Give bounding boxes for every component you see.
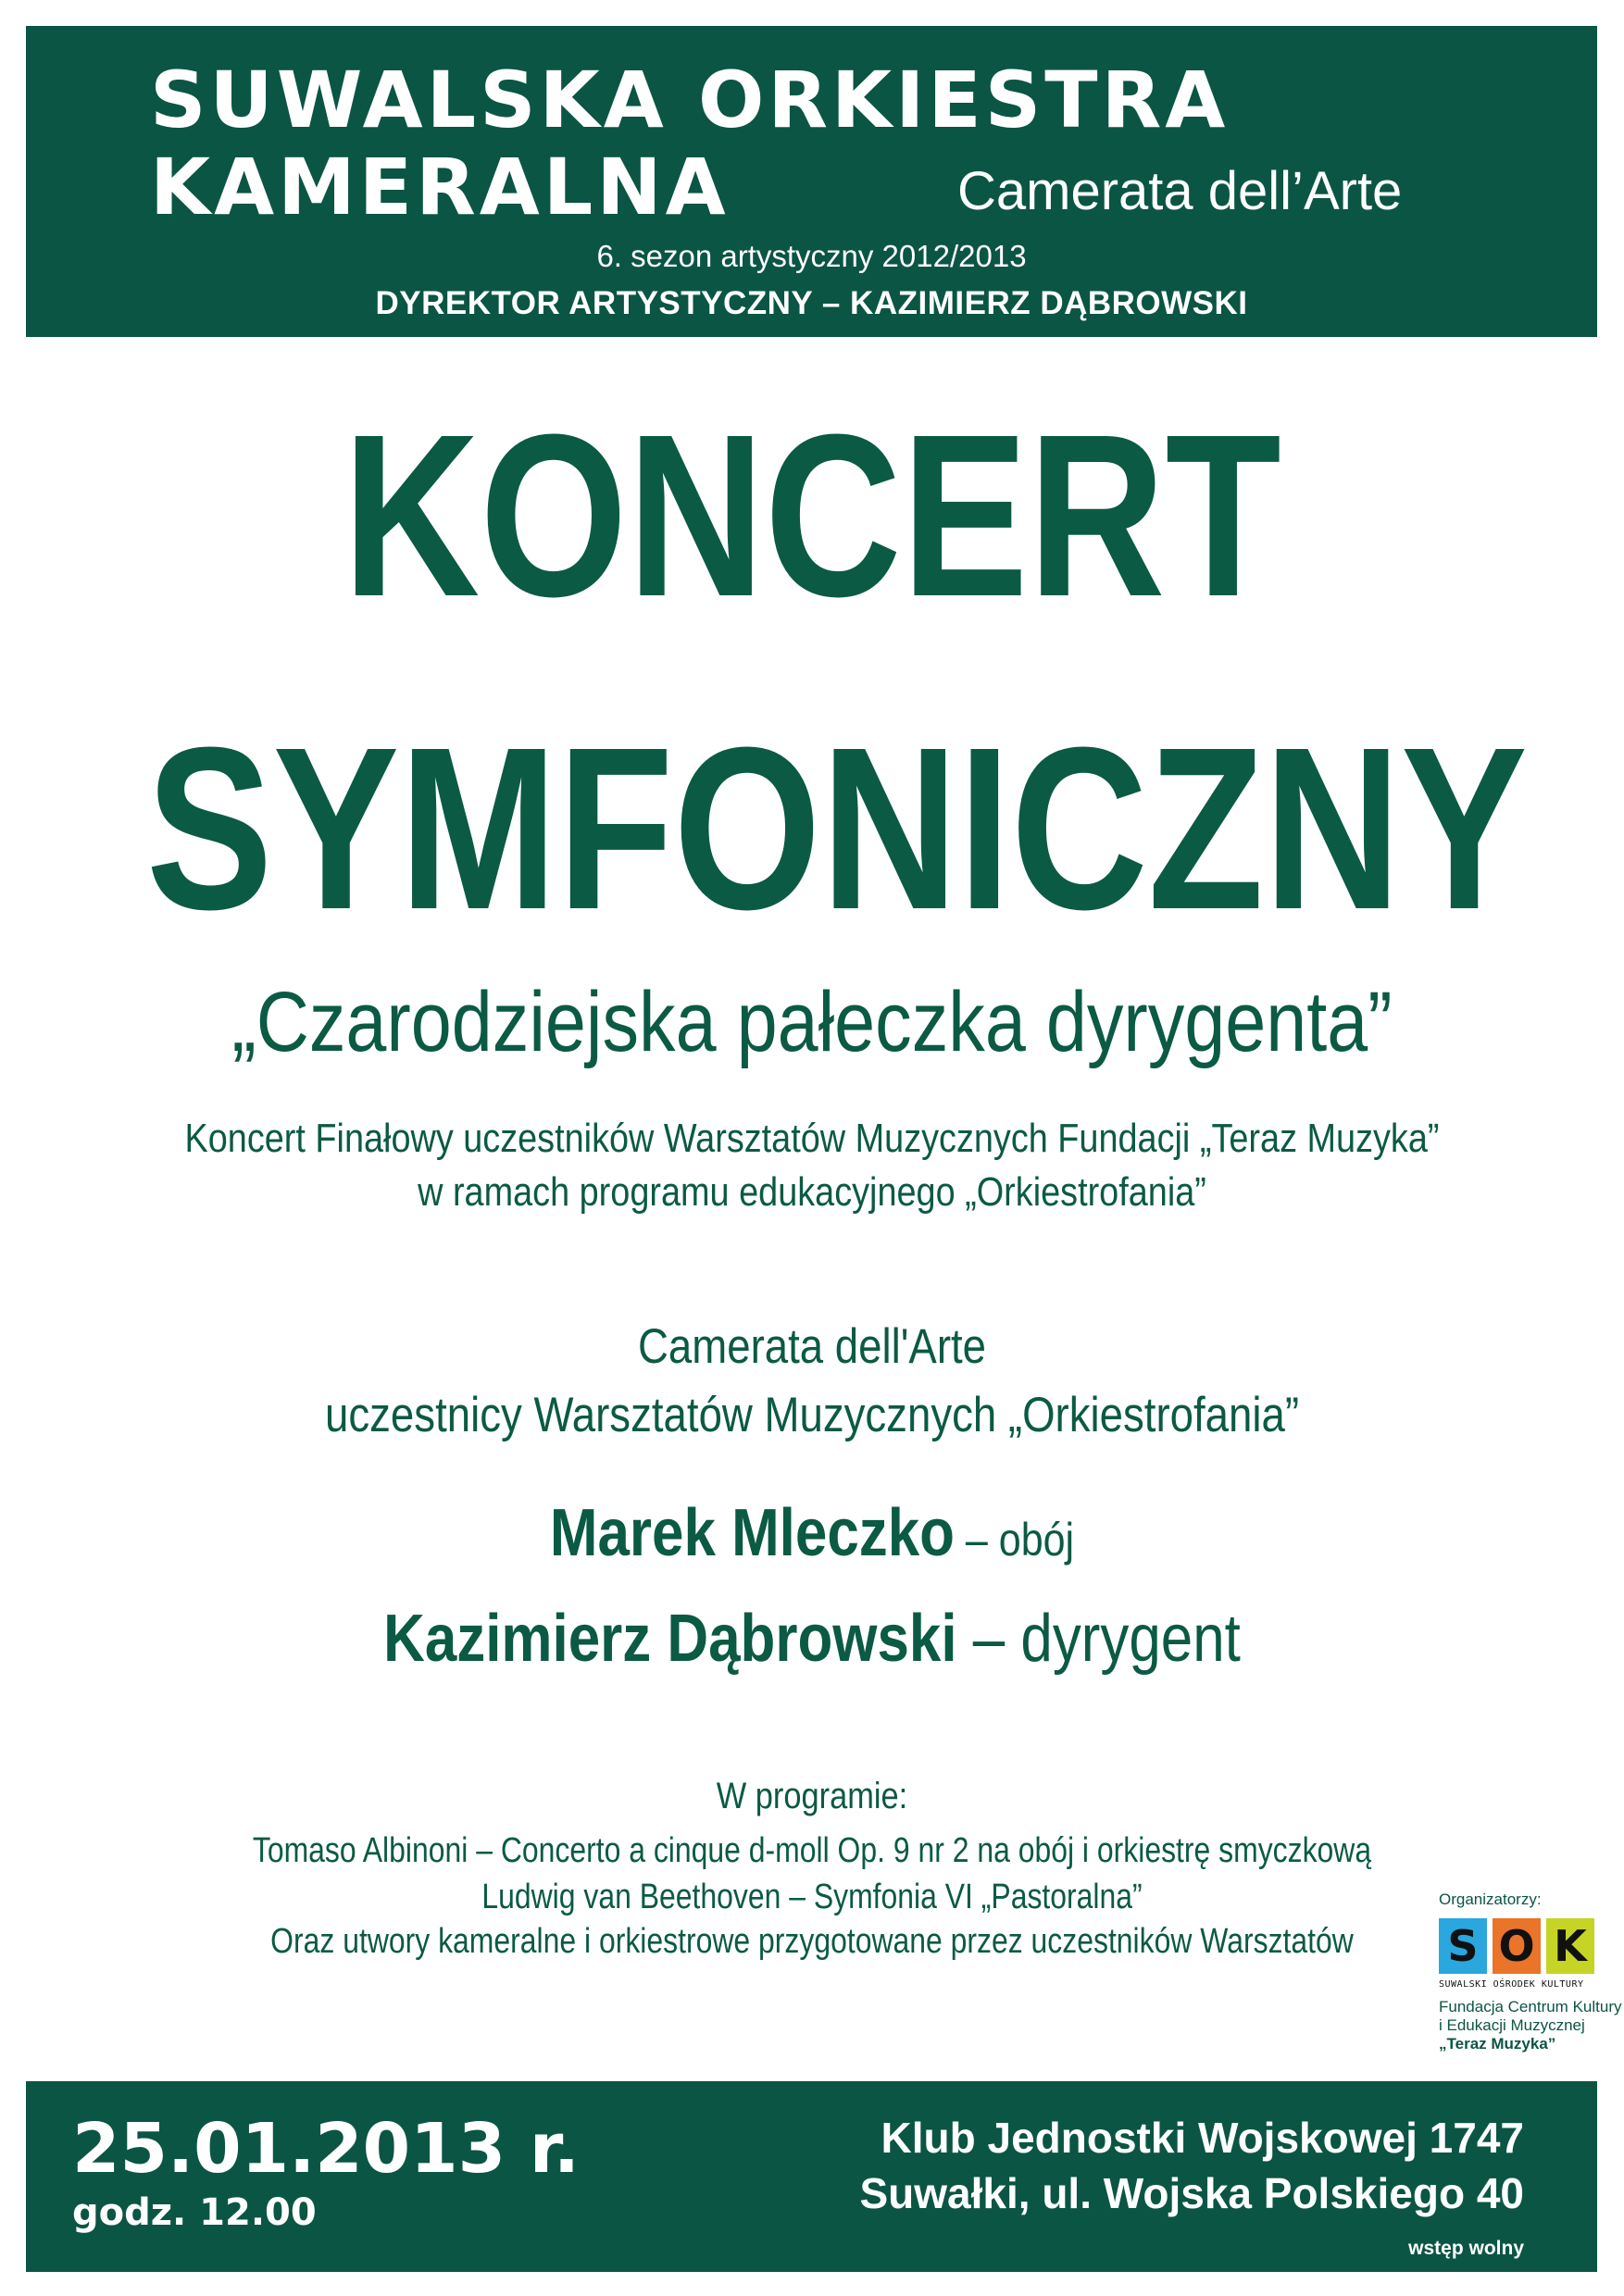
concert-description-line2: w ramach programu edukacyjnego „Orkiestrofania” [418, 1169, 1206, 1215]
artistic-director: DYREKTOR ARTYSTYCZNY – KAZIMIERZ DĄBROWSKI [375, 285, 1248, 321]
orchestra-name-line1: SUWALSKA ORKIESTRA [150, 55, 1230, 145]
program-item: Tomaso Albinoni – Concerto a cinque d-moll Op. 9 nr 2 na obój i orkiestrę smyczkową [252, 1831, 1372, 1870]
sok-logo [1439, 1918, 1600, 1974]
orchestra-name-line2: KAMERALNA [150, 142, 730, 232]
sok-logo-letter: K [1546, 1918, 1594, 1974]
sok-logo-caption: SUWALSKI OŚRODEK KULTURY [1439, 1979, 1584, 1990]
conductor-line [114, 1602, 1510, 1676]
conductor-name: Kazimierz Dąbrowski [383, 1602, 957, 1676]
concert-subtitle: „Czarodziejska pałeczka dyrygenta” [231, 975, 1393, 1069]
foundation-name [1439, 1998, 1621, 2053]
foundation-line1: Fundacja Centrum Kultury [1439, 1998, 1622, 2015]
program-heading: W programie: [716, 1776, 908, 1816]
concert-description-line1: Koncert Finałowy uczestników Warsztatów Muzycznych Fundacji „Teraz Muzyka” [184, 1116, 1440, 1161]
program-item: Oraz utwory kameralne i orkiestrowe przygotowane przez uczestników Warsztatów [270, 1922, 1354, 1961]
organizers-label: Organizatorzy: [1439, 1890, 1542, 1908]
main-title-line1: KONCERT [343, 386, 1281, 644]
program-item: Ludwig van Beethoven – Symfonia VI „Pastoralna” [481, 1878, 1143, 1916]
foundation-line3: „Teraz Muzyka” [1439, 2035, 1556, 2053]
soloist-name: Marek Mleczko [549, 1496, 955, 1570]
season-info: 6. sezon artystyczny 2012/2013 [596, 239, 1027, 273]
venue-name: Klub Jednostki Wojskowej 1747 [881, 2114, 1524, 2162]
free-entry-note: wstęp wolny [1408, 2238, 1524, 2259]
header-band [26, 26, 1597, 337]
venue-address: Suwałki, ul. Wojska Polskiego 40 [859, 2169, 1524, 2217]
workshop-participants: uczestnicy Warsztatów Muzycznych „Orkiestrofania” [325, 1388, 1299, 1442]
conductor-role: – dyrygent [956, 1602, 1241, 1676]
sok-logo-letter: O [1493, 1918, 1541, 1974]
soloist-line [114, 1496, 1510, 1570]
concert-time: godz. 12.00 [72, 2191, 317, 2234]
soloist-role: – obój [954, 1514, 1075, 1566]
concert-date: 25.01.2013 r. [72, 2109, 580, 2189]
main-title-line2: SYMFONICZNY [145, 699, 1528, 957]
foundation-line2: i Edukacji Muzycznej [1439, 2016, 1585, 2034]
sok-logo-letter: S [1439, 1918, 1487, 1974]
ensemble-name: Camerata dell'Arte [637, 1319, 987, 1374]
orchestra-italian-name: Camerata dell’Arte [957, 161, 1403, 221]
